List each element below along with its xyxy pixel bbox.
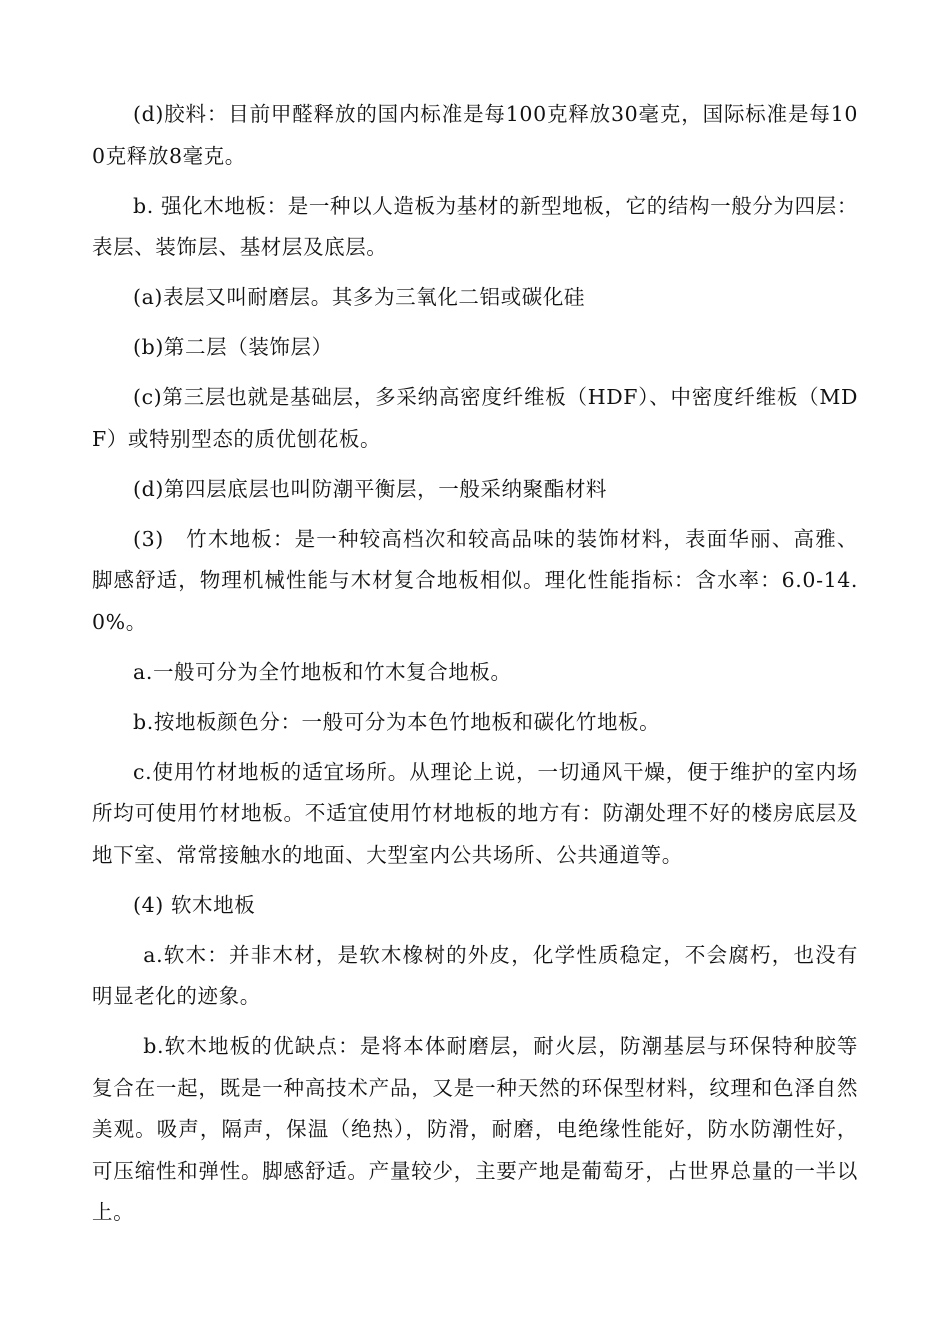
paragraph-bamboo-floor: (3) 竹木地板：是一种较高档次和较高品味的装饰材料，表面华丽、高雅、脚感舒适，物理机械性能与木材复合地板相似。理化性能指标：含水率：6.0-14.0%。: [92, 526, 858, 634]
paragraph-laminate-floor: b. 强化木地板：是一种以人造板为基材的新型地板，它的结构一般分为四层：表层、装饰层、基材层及底层。: [92, 193, 858, 259]
paragraph-cork-pros-cons: b.软木地板的优缺点：是将本体耐磨层，耐火层，防潮基层与环保特种胶等复合在一起，既是一种高技术产品，又是一种天然的环保型材料，纹理和色泽自然美观。吸声，隔声，保温（绝热），防滑，耐磨，电绝缘性能好，防水防潮性好，可压缩性和弹性。脚感舒适。产量较少，主要产地是葡萄牙，占世界总量的一半以上。: [92, 1034, 858, 1224]
paragraph-bamboo-types: a.一般可分为全竹地板和竹木复合地板。: [133, 659, 512, 684]
paragraph-cork-definition: a.软木：并非木材，是软木橡树的外皮，化学性质稳定，不会腐朽，也没有明显老化的迹象。: [92, 942, 858, 1008]
paragraph-bamboo-usage: c.使用竹材地板的适宜场所。从理论上说，一切通风干燥，便于维护的室内场所均可使用竹材地板。不适宜使用竹材地板的地方有：防潮处理不好的楼房底层及地下室、常常接触水的地面、大型室内公共场所、公共通道等。: [92, 759, 858, 867]
paragraph-cork-floor-heading: (4) 软木地板: [133, 892, 256, 917]
paragraph-glue-standard: (d)胶料：目前甲醛释放的国内标准是每100克释放30毫克，国际标准是每100克释放8毫克。: [92, 102, 858, 168]
paragraph-surface-layer: (a)表层又叫耐磨层。其多为三氧化二铝或碳化硅: [133, 285, 586, 309]
paragraph-bamboo-colors: b.按地板颜色分：一般可分为本色竹地板和碳化竹地板。: [133, 709, 661, 734]
paragraph-fourth-layer: (d)第四层底层也叫防潮平衡层，一般采纳聚酯材料: [133, 476, 608, 501]
document-body: [92, 94, 858, 1242]
paragraph-third-layer: (c)第三层也就是基础层，多采纳高密度纤维板（HDF）、中密度纤维板（MDF）或特别型态的质优刨花板。: [92, 385, 858, 451]
paragraph-second-layer: (b)第二层（装饰层）: [133, 335, 333, 359]
